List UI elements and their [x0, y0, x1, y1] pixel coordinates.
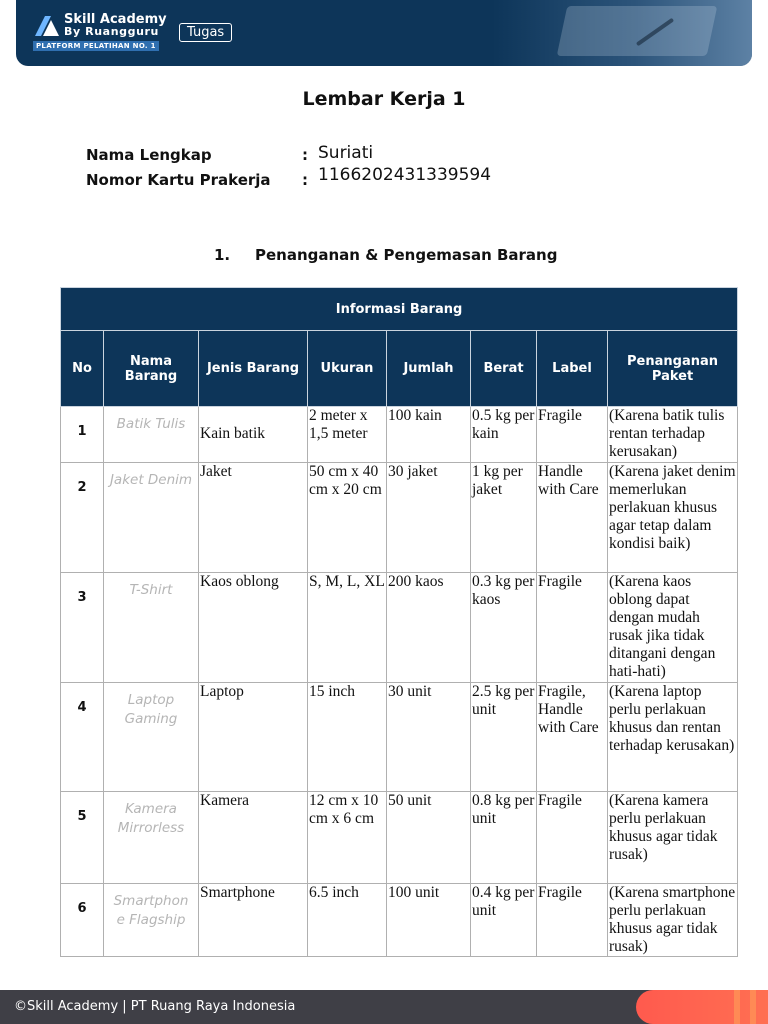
cell-jumlah: 200 kaos	[387, 573, 471, 683]
header-illustration	[492, 0, 752, 66]
column-header: Ukuran	[308, 331, 387, 407]
cell-penanganan: (Karena batik tulis rentan terhadap kerusakan)	[608, 407, 738, 463]
header-banner	[16, 0, 752, 66]
cell-ukuran: 6.5 inch	[308, 884, 387, 957]
cell-berat: 0.4 kg per unit	[471, 884, 537, 957]
cell-penanganan: (Karena jaket denim memerlukan perlakuan khusus agar tetap dalam kondisi baik)	[608, 463, 738, 573]
name-label: Nama Lengkap	[86, 146, 212, 164]
cell-label: Fragile	[537, 573, 608, 683]
cell-no: 1	[61, 407, 104, 463]
cell-nama: T-Shirt	[104, 573, 199, 683]
cell-no: 2	[61, 463, 104, 573]
table-row	[61, 683, 738, 792]
cell-berat: 2.5 kg per unit	[471, 683, 537, 792]
name-value: Suriati	[318, 143, 374, 163]
cell-ukuran: 12 cm x 10 cm x 6 cm	[308, 792, 387, 884]
cell-ukuran: 50 cm x 40 cm x 20 cm	[308, 463, 387, 573]
card-label: Nomor Kartu Prakerja	[86, 171, 271, 189]
cell-penanganan: (Karena kaos oblong dapat dengan mudah rusak jika tidak ditangani dengan hati-hati)	[608, 573, 738, 683]
cell-nama: Laptop Gaming	[104, 683, 199, 792]
cell-no: 4	[61, 683, 104, 792]
cell-nama: Batik Tulis	[104, 407, 199, 463]
column-header: Jumlah	[387, 331, 471, 407]
section-heading	[214, 246, 557, 264]
cell-jenis: Kain batik	[199, 407, 308, 463]
footer-accent-decoration	[636, 990, 768, 1024]
cell-nama: Smartphone Flagship	[104, 884, 199, 957]
skill-academy-logo-icon	[33, 14, 61, 38]
table-row	[61, 463, 738, 573]
tugas-badge: Tugas	[179, 23, 232, 42]
table-row	[61, 884, 738, 957]
items-table	[60, 287, 738, 957]
cell-label: Fragile	[537, 407, 608, 463]
brand-subtitle: By Ruangguru	[64, 25, 159, 38]
column-header: Penanganan Paket	[608, 331, 738, 407]
group-header: Informasi Barang	[61, 288, 738, 331]
cell-berat: 1 kg per jaket	[471, 463, 537, 573]
page-title: Lembar Kerja 1	[302, 88, 466, 110]
paper-illustration	[557, 6, 718, 56]
cell-no: 3	[61, 573, 104, 683]
cell-ukuran: S, M, L, XL	[308, 573, 387, 683]
cell-jenis: Laptop	[199, 683, 308, 792]
cell-label: Fragile	[537, 792, 608, 884]
accent-stripe	[734, 990, 740, 1024]
column-header: Jenis Barang	[199, 331, 308, 407]
cell-jenis: Jaket	[199, 463, 308, 573]
cell-label: Fragile	[537, 884, 608, 957]
column-header: Label	[537, 331, 608, 407]
cell-nama: Kamera Mirrorless	[104, 792, 199, 884]
cell-jenis: Kaos oblong	[199, 573, 308, 683]
cell-no: 5	[61, 792, 104, 884]
column-header: Nama Barang	[104, 331, 199, 407]
cell-jumlah: 50 unit	[387, 792, 471, 884]
card-value: 1166202431339594	[318, 165, 492, 185]
column-header: Berat	[471, 331, 537, 407]
column-header: No	[61, 331, 104, 407]
cell-berat: 0.8 kg per unit	[471, 792, 537, 884]
cell-jumlah: 100 kain	[387, 407, 471, 463]
footer-bar	[0, 990, 768, 1024]
cell-jenis: Smartphone	[199, 884, 308, 957]
cell-label: Fragile, Handle with Care	[537, 683, 608, 792]
table-row	[61, 573, 738, 683]
cell-jumlah: 100 unit	[387, 884, 471, 957]
cell-jenis: Kamera	[199, 792, 308, 884]
accent-stripe	[750, 990, 756, 1024]
card-colon: :	[302, 171, 308, 189]
cell-penanganan: (Karena smartphone perlu perlakuan khusus agar tidak rusak)	[608, 884, 738, 957]
cell-jumlah: 30 unit	[387, 683, 471, 792]
table-row	[61, 407, 738, 463]
cell-label: Handle with Care	[537, 463, 608, 573]
brand-name: Skill Academy	[64, 12, 167, 27]
cell-jumlah: 30 jaket	[387, 463, 471, 573]
cell-berat: 0.5 kg per kain	[471, 407, 537, 463]
cell-penanganan: (Karena laptop perlu perlakuan khusus dan rentan terhadap kerusakan)	[608, 683, 738, 792]
name-colon: :	[302, 146, 308, 164]
cell-penanganan: (Karena kamera perlu perlakuan khusus agar tidak rusak)	[608, 792, 738, 884]
cell-no: 6	[61, 884, 104, 957]
cell-nama: Jaket Denim	[104, 463, 199, 573]
section-title: Penanganan & Pengemasan Barang	[255, 246, 558, 264]
cell-berat: 0.3 kg per kaos	[471, 573, 537, 683]
footer-copyright: ©Skill Academy | PT Ruang Raya Indonesia	[14, 999, 296, 1014]
cell-ukuran: 15 inch	[308, 683, 387, 792]
section-number: 1.	[214, 246, 231, 264]
table-row	[61, 792, 738, 884]
cell-ukuran: 2 meter x 1,5 meter	[308, 407, 387, 463]
brand-tagline: PLATFORM PELATIHAN NO. 1	[33, 41, 159, 51]
